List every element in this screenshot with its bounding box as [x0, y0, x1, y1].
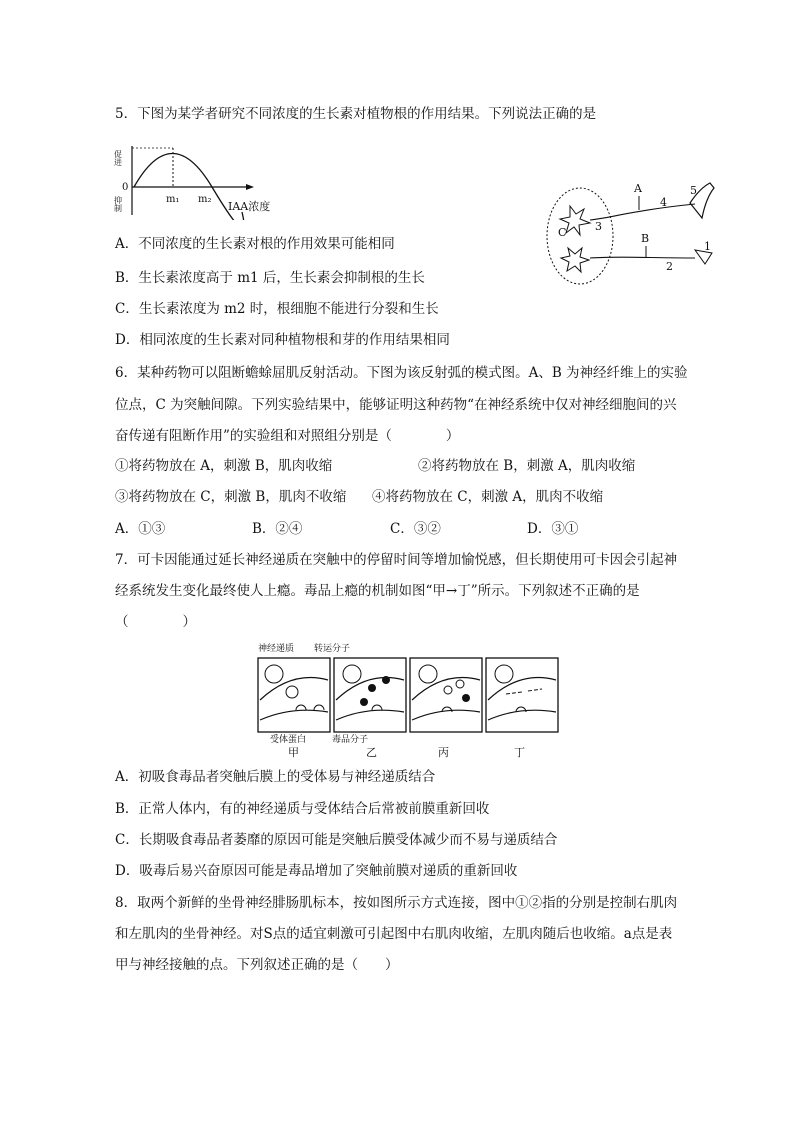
q6-option-a: A．①③ — [115, 521, 166, 537]
q7-option-b: B．正常人体内，有的神经递质与受体结合后常被前膜重新回收 — [115, 801, 490, 817]
label-neurotransmitter: 神经递质 — [258, 644, 295, 654]
graph-y-top-label: 促进 — [113, 150, 123, 166]
q5-option-a: A．不同浓度的生长素对根的作用效果可能相同 — [115, 236, 395, 252]
q6-option-c: C．③② — [390, 521, 441, 537]
arc-label-B: B — [641, 232, 650, 245]
graph-x-axis-label: IAA浓度 — [228, 200, 271, 213]
q5-stem: 5．下图为某学者研究不同浓度的生长素对植物根的作用结果。下列说法正确的是 — [115, 106, 597, 122]
panel-label-bing: 丙 — [438, 746, 449, 759]
arc-label-A: A — [634, 182, 642, 195]
q6-option-d: D．③① — [527, 521, 579, 537]
synapse-panel-bing — [410, 658, 482, 732]
panel-label-ding: 丁 — [514, 746, 525, 759]
graph-zero-label: 0 — [122, 182, 129, 193]
graph-m2-label: m₂ — [198, 194, 212, 205]
panel-label-jia: 甲 — [288, 746, 299, 759]
q6-stem-line-3: 奋传递有阻断作用”的实验组和对照组分别是（ ） — [115, 428, 460, 444]
q6-statement-2: ②将药物放在 B，刺激 A，肌肉收缩 — [418, 458, 636, 474]
arc-label-2: 2 — [666, 260, 673, 273]
q7-option-d: D．吸毒后易兴奋原因可能是毒品增加了突触前膜对递质的重新回收 — [115, 863, 518, 879]
arc-label-4: 4 — [660, 196, 667, 209]
q6-statement-4: ④将药物放在 C，刺激 A，肌肉不收缩 — [372, 489, 604, 505]
arc-label-C: C — [558, 226, 567, 239]
q7-stem-line-1: 7．可卡因能通过延长神经递质在突触中的停留时间等增加愉悦感，但长期使用可卡因会引起神 — [115, 552, 678, 568]
q6-stem-line-2: 位点，C 为突触间隙。下列实验结果中，能够证明这种药物“在神经系统中仅对神经细胞间的兴 — [115, 397, 677, 413]
q7-option-a: A．初吸食毒品者突触后膜上的受体易与神经递质结合 — [115, 769, 436, 785]
q5-option-d: D．相同浓度的生长素对同种植物根和芽的作用结果相同 — [115, 332, 450, 348]
arc-label-3: 3 — [595, 220, 602, 233]
q7-option-c: C．长期吸食毒品者萎靡的原因可能是突触后膜受体减少而不易与递质结合 — [115, 832, 558, 848]
q6-option-b: B．②④ — [252, 521, 303, 537]
label-receptor: 受体蛋白 — [270, 735, 307, 745]
label-transporter: 转运分子 — [314, 644, 351, 654]
graph-y-bottom-label: 抑制 — [113, 196, 123, 212]
synapse-panel-jia — [258, 658, 330, 732]
q6-statement-3: ③将药物放在 C，刺激 B，肌肉不收缩 — [115, 489, 347, 505]
q6-statement-1: ①将药物放在 A，刺激 B，肌肉收缩 — [115, 458, 333, 474]
q7-stem-line-2: 经系统发生变化最终使人上瘾。毒品上瘾的机制如图“甲→丁”所示。下列叙述不正确的是 — [115, 583, 640, 599]
reflex-arc-diagram — [540, 178, 720, 286]
graph-m1-label: m₁ — [166, 194, 180, 205]
q8-stem-line-3: 甲与神经接触的点。下列叙述正确的是（ ） — [115, 957, 399, 973]
q8-stem-line-1: 8．取两个新鲜的坐骨神经腓肠肌标本，按如图所示方式连接，图中①②指的分别是控制右肌肉 — [115, 895, 678, 911]
arc-label-1: 1 — [704, 240, 711, 253]
label-drug: 毒品分子 — [332, 735, 369, 745]
q5-option-b: B．生长素浓度高于 m1 后，生长素会抑制根的生长 — [115, 270, 425, 286]
q5-option-c: C．生长素浓度为 m2 时，根细胞不能进行分裂和生长 — [115, 301, 439, 317]
drug-addiction-figure — [252, 640, 562, 760]
iaa-response-graph — [112, 140, 312, 220]
panel-label-yi: 乙 — [366, 746, 377, 759]
q8-stem-line-2: 和左肌肉的坐骨神经。对S点的适宜刺激可引起图中右肌肉收缩，左肌肉随后也收缩。a点是表 — [115, 926, 673, 942]
synapse-panel-yi — [334, 658, 406, 732]
synapse-panel-ding — [486, 658, 558, 732]
arc-label-5: 5 — [690, 184, 697, 197]
q7-stem-line-3: （ ） — [115, 614, 196, 630]
q6-stem-line-1: 6．某种药物可以阻断蟾蜍屈肌反射活动。下图为该反射弧的模式图。A、B 为神经纤维上的实验 — [115, 365, 688, 381]
